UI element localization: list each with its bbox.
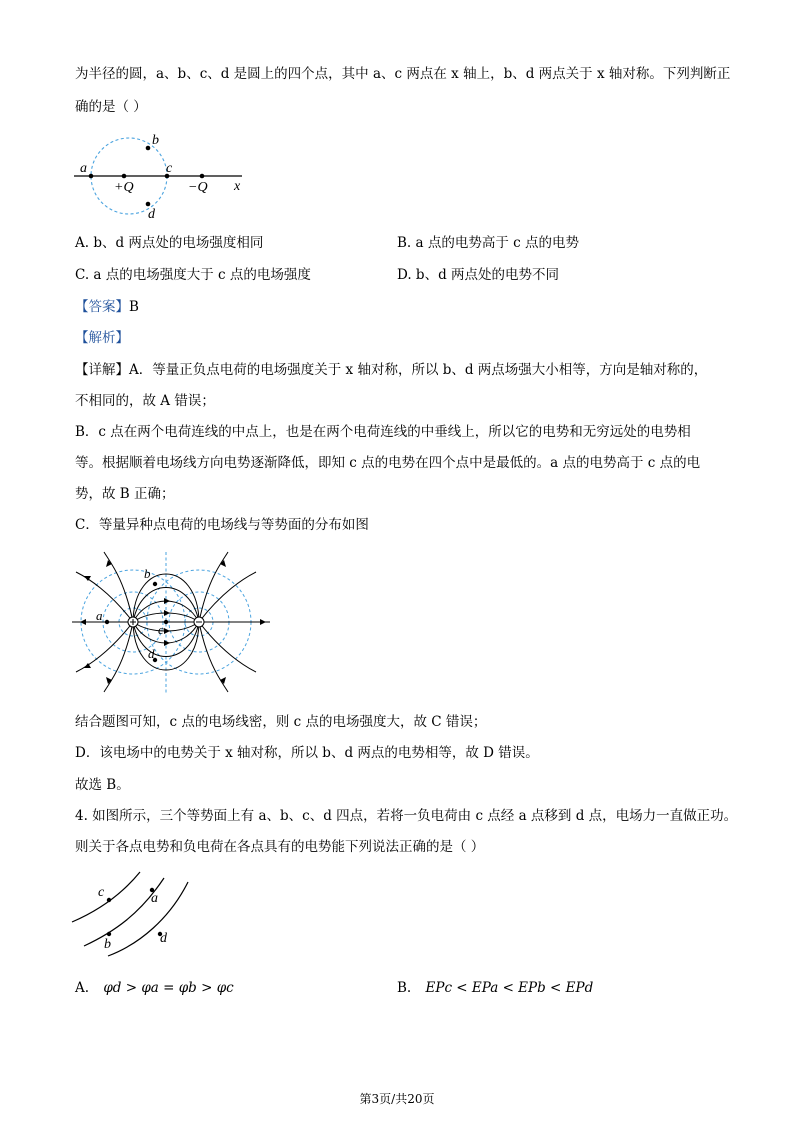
fig1-label-neg-q: −Q bbox=[188, 180, 208, 195]
q4-option-b bbox=[397, 978, 593, 998]
fig3-label-b: b bbox=[104, 937, 111, 952]
detail-line2: 不相同的，故 A 错误； bbox=[75, 393, 215, 409]
detail-line4: 等。根据顺着电场线方向电势逐渐降低，即知 c 点的电势在四个点中是最低的。a 点的电势高于 c 点的电 bbox=[75, 455, 701, 471]
fig2-label-a: a bbox=[96, 608, 103, 623]
q3-option-b: B. a 点的电势高于 c 点的电势 bbox=[397, 235, 579, 251]
fig1-label-x: x bbox=[234, 179, 241, 194]
detail-line5: 势，故 B 正确； bbox=[75, 486, 175, 502]
fig2-label-b: b bbox=[144, 566, 151, 581]
detail-line7: 结合题图可知，c 点的电场线密，则 c 点的电场强度大，故 C 错误； bbox=[75, 714, 487, 730]
answer-value: B bbox=[129, 299, 139, 315]
q3-option-a: A. b、d 两点处的电场强度相同 bbox=[75, 235, 264, 251]
fig2-label-c: c bbox=[158, 622, 164, 637]
fig3-label-d: d bbox=[160, 931, 167, 946]
detail-line1: A．等量正负点电荷的电场强度关于 x 轴对称，所以 b、d 两点场强大小相等，方向是轴对称的， bbox=[129, 362, 708, 378]
q4-option-b-expr: EPc < EPa < EPb < EPd bbox=[425, 980, 594, 996]
conclusion: 故选 B。 bbox=[75, 777, 130, 793]
q3-option-c: C. a 点的电场强度大于 c 点的电场强度 bbox=[75, 267, 311, 283]
detail-line3: B．c 点在两个电荷连线的中点上，也是在两个电荷连线的中垂线上，所以它的电势和无穷远处的电势相 bbox=[75, 424, 691, 440]
fig1-label-pos-q: +Q bbox=[114, 180, 134, 195]
q3-intro-line1: 为半径的圆，a、b、c、d 是圆上的四个点，其中 a、c 两点在 x 轴上，b、d 两点关于 x 轴对称。下列判断正 bbox=[75, 66, 731, 82]
q4-option-a-expr: φd > φa = φb > φc bbox=[103, 980, 234, 996]
q3-figure-circle bbox=[70, 128, 260, 228]
fig1-label-b: b bbox=[152, 133, 159, 148]
q3-option-d: D. b、d 两点处的电势不同 bbox=[397, 267, 559, 283]
fig2-label-d: d bbox=[148, 646, 155, 661]
detail-line8: D．该电场中的电势关于 x 轴对称，所以 b、d 两点的电势相等，故 D 错误。 bbox=[75, 745, 539, 761]
fig3-label-a: a bbox=[151, 891, 158, 906]
fig1-label-d: d bbox=[148, 207, 155, 222]
page-footer: 第3页/共20页 bbox=[359, 1092, 435, 1106]
fig3-label-c: c bbox=[98, 885, 105, 900]
q4-line1: 4. 如图所示，三个等势面上有 a、b、c、d 四点，若将一负电荷由 c 点经 a 点移到 d 点，电场力一直做正功。 bbox=[75, 808, 738, 824]
q4-line2: 则关于各点电势和负电荷在各点具有的电势能下列说法正确的是（ ） bbox=[75, 839, 485, 855]
q4-option-a-label: A. bbox=[75, 980, 90, 996]
q3-intro-line2: 确的是（ ） bbox=[75, 99, 147, 115]
fig1-label-c: c bbox=[166, 161, 173, 176]
field-lines-figure bbox=[70, 548, 275, 696]
fig1-label-a: a bbox=[80, 161, 87, 176]
q3-answer-row bbox=[75, 297, 139, 317]
q4-option-a bbox=[75, 978, 234, 998]
q4-figure-equipotentials bbox=[70, 866, 210, 958]
detail-line6: C．等量异种点电荷的电场线与等势面的分布如图 bbox=[75, 517, 369, 533]
answer-tag: 【答案】 bbox=[75, 299, 129, 315]
detail-tag: 【详解】 bbox=[75, 362, 129, 378]
analysis-tag: 【解析】 bbox=[75, 330, 129, 346]
q4-option-b-label: B. bbox=[397, 980, 412, 996]
detail-line1-row bbox=[75, 360, 707, 380]
